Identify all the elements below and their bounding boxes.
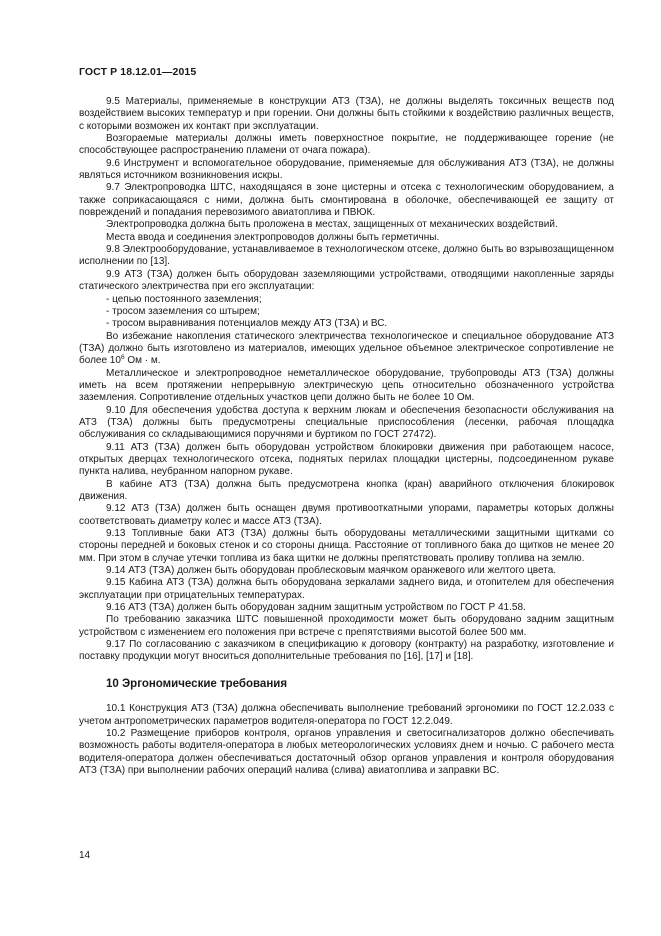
- paragraph-9-10: 9.10 Для обеспечения удобства доступа к верхним люкам и обеспечения безопасности обслуживания на АТЗ (ТЗА) должны быть предусмотрены специальные приспособления (лесенки, рабочая площадка обслуживания со складывающимися поручнями и буртиком по ГОСТ 27472).: [79, 404, 614, 441]
- resistance-exponent: 6: [120, 354, 125, 362]
- paragraph-9-9: 9.9 АТЗ (ТЗА) должен быть оборудован заземляющими устройствами, отводящими накопленные заряды статического электричества при его эксплуатации:: [79, 268, 614, 293]
- paragraph-static-electricity: [79, 331, 614, 368]
- paragraph-9-14: 9.14 АТЗ (ТЗА) должен быть оборудован проблесковым маячком оранжевого или желтого цвета.: [106, 565, 557, 577]
- list-item: - цепью постоянного заземления;: [106, 293, 262, 305]
- section-title: 10 Эргономические требования: [106, 677, 288, 690]
- paragraph-9-15: 9.15 Кабина АТЗ (ТЗА) должна быть оборудована зеркалами заднего вида, и отопителем для обеспечения эксплуатации при отрицательных температурах.: [79, 577, 614, 601]
- resistance-unit: Ом · м.: [124, 355, 161, 367]
- paragraph-9-6: 9.6 Инструмент и вспомогательное оборудование, применяемые для обслуживания АТЗ (ТЗА), не должны являться источником возникновения искры.: [79, 157, 614, 182]
- paragraph-9-11: 9.11 АТЗ (ТЗА) должен быть оборудован устройством блокировки движения при работающем насосе, открытых дверцах технологического отсека, поднятых перилах площадки цистерны, подсоединенном рукаве пункта налива, неубранном напорном рукаве.: [79, 441, 614, 478]
- paragraph-10-1: 10.1 Конструкция АТЗ (ТЗА) должна обеспечивать выполнение требований эргономики по ГОСТ 12.2.033 с учетом антропометрических параметров водителя-оператора по ГОСТ 12.2.049.: [79, 703, 614, 727]
- paragraph-9-13: 9.13 Топливные баки АТЗ (ТЗА) должны быть оборудованы металлическими защитными щитками со стороны передней и боковых стенок и со стороны днища. Расстояние от топливного бака до щитков не менее 20 мм. При этом в случае утечки топлива из бака щитки не должны препятствовать проливу топлива на землю.: [79, 528, 614, 564]
- paragraph-9-7: 9.7 Электропроводка ШТС, находящаяся в зоне цистерны и отсека с технологическим оборудованием, а также соприкасающаяся с ними, должна быть смонтирована в оболочке, обеспечивающей ее защиту от повреждений и попадания перевозимого авиатоплива и ПВЮК.: [79, 182, 614, 219]
- paragraph-9-12: 9.12 АТЗ (ТЗА) должен быть оснащен двумя противооткатными упорами, параметры которых должны соответствовать диаметру колес и массе АТЗ (ТЗА).: [79, 503, 614, 527]
- paragraph-9-17: 9.17 По согласованию с заказчиком в спецификацию к договору (контракту) на разработку, изготовление и поставку продукции могут вноситься дополнительные требования по [16], [17] и [18].: [79, 639, 614, 663]
- paragraph-9-5-cont: Возгораемые материалы должны иметь поверхностное покрытие, не поддерживающее горение (не способствующее распространению пламени от очага пожара).: [79, 133, 614, 157]
- document-body: [79, 96, 614, 777]
- paragraph-9-16: 9.16 АТЗ (ТЗА) должен быть оборудован задним защитным устройством по ГОСТ Р 41.58.: [106, 602, 526, 614]
- page-number: 14: [79, 850, 91, 861]
- paragraph-static-electricity-text: Во избежание накопления статического электричества технологическое и специальное оборудование АТЗ (ТЗА) должно быть изготовлено из материалов, имеющих удельное объемное электрическое сопротивление не более 10: [79, 330, 614, 367]
- paragraph-9-7-cont-2: Места ввода и соединения электропроводов должны быть герметичны.: [106, 231, 440, 243]
- paragraph-9-7-cont-1: Электропроводка должна быть проложена в местах, защищенных от механических воздействий.: [106, 219, 558, 231]
- paragraph-9-16-cont: По требованию заказчика ШТС повышенной проходимости может быть оборудовано задним защитным устройством с изменением его положения при встрече с препятствиями высотой более 500 мм.: [79, 614, 614, 638]
- paragraph-metal-equipment: Металлическое и электропроводное неметаллическое оборудование, трубопроводы АТЗ (ТЗА) должны иметь на всем протяжении непрерывную электрическую цепь относительно обозначенного устройства заземления. Сопротивление отдельных участков цепи должно быть не более 10 Ом.: [79, 367, 614, 404]
- document-header: ГОСТ Р 18.12.01—2015: [79, 66, 197, 78]
- paragraph-10-2: 10.2 Размещение приборов контроля, органов управления и светосигнализаторов должно обеспечивать возможность работы водителя-оператора в любых метеорологических условиях днем и ночью. С рабочего места водителя-оператора должен обеспечиваться достаточный обзор органов управления и контроля оборудования АТЗ (ТЗА) при выполнении рабочих операций налива (слива) авиатоплива и заправки ВС.: [79, 727, 614, 776]
- paragraph-9-5: 9.5 Материалы, применяемые в конструкции АТЗ (ТЗА), не должны выделять токсичных веществ под воздействием высоких температур и при горении. Они должны быть стойкими к воздействию различных веществ, с которыми возможен их контакт при эксплуатации.: [79, 96, 614, 132]
- paragraph-9-8: 9.8 Электрооборудование, устанавливаемое в технологическом отсеке, должно быть во взрывозащищенном исполнении по [13].: [79, 244, 614, 268]
- list-item: - тросом заземления со штырем;: [106, 305, 260, 317]
- list-item: - тросом выравнивания потенциалов между АТЗ (ТЗА) и ВС.: [106, 318, 388, 330]
- paragraph-9-11-cont: В кабине АТЗ (ТЗА) должна быть предусмотрена кнопка (кран) аварийного отключения блокировок движения.: [79, 478, 614, 502]
